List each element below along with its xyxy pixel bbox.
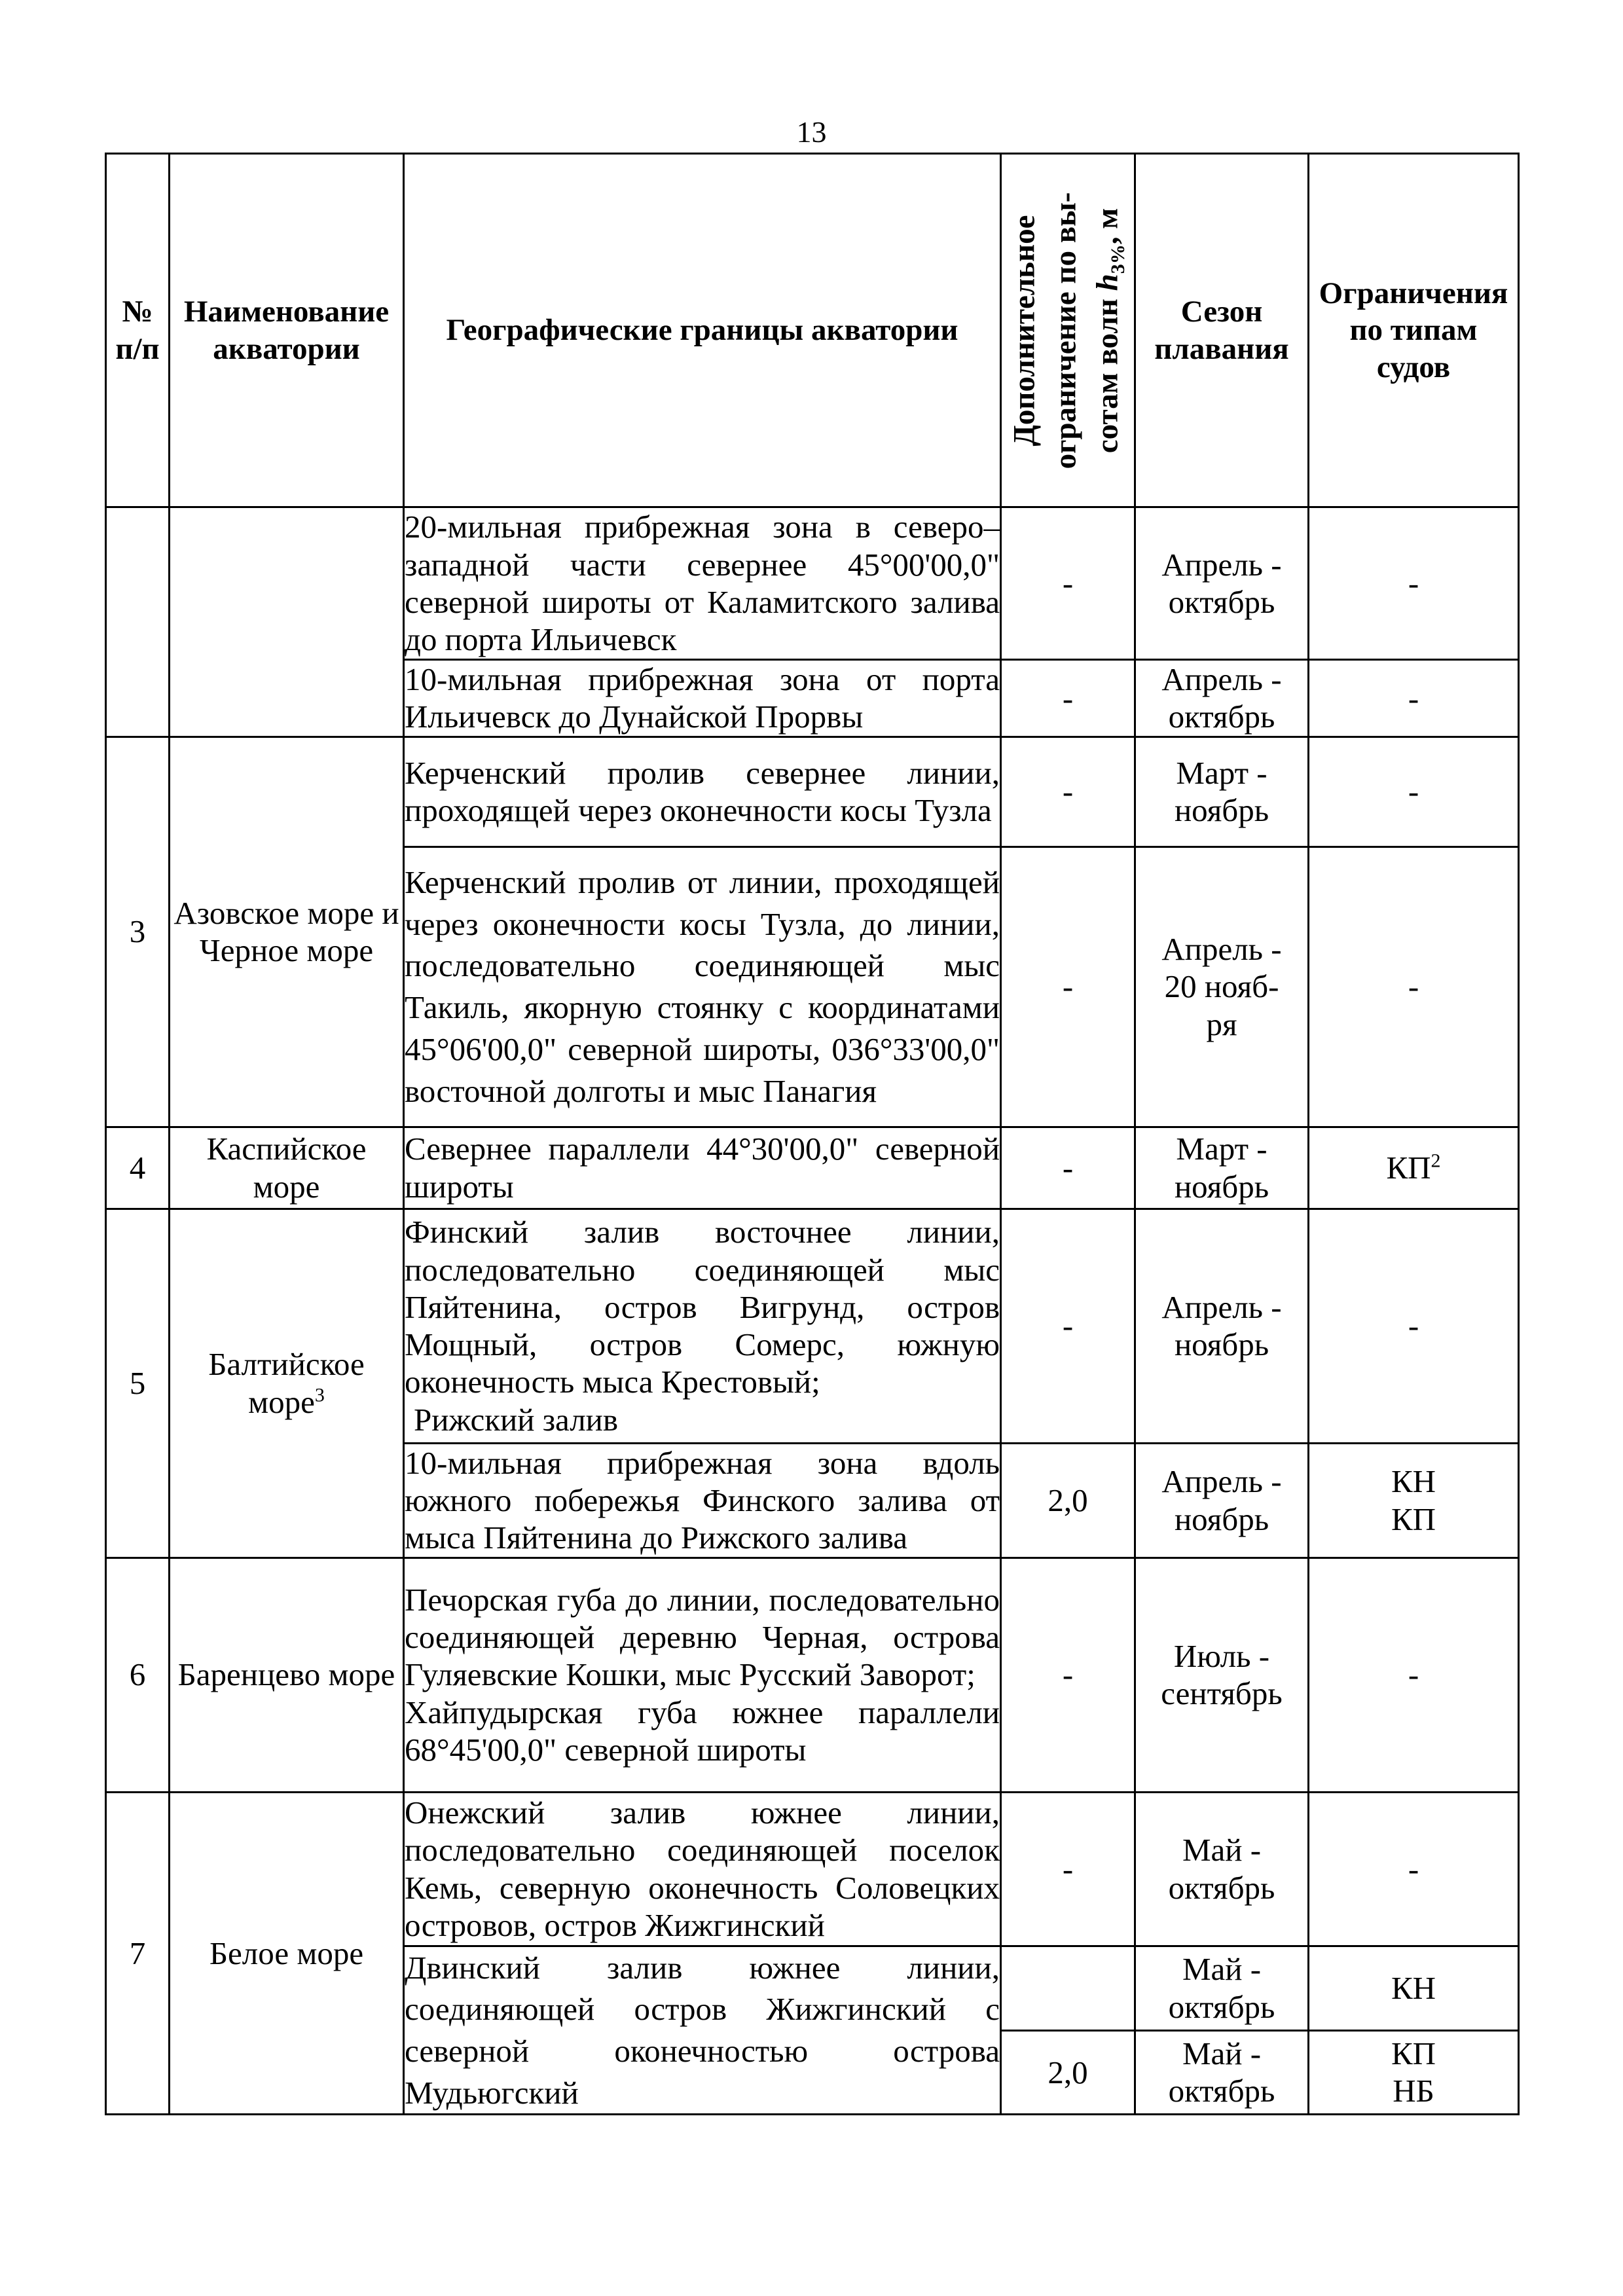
water-areas-table [105, 153, 1520, 2115]
season-cell: Апрель - ноябрь [1135, 1209, 1309, 1443]
ship-types-cell: $КП^2$ [1309, 1127, 1519, 1209]
bounds-cell [404, 1558, 1001, 1792]
extra-limit-cell: - [1001, 1209, 1135, 1443]
table-header-row [106, 154, 1519, 507]
extra-limit-cell: - [1001, 660, 1135, 737]
season-cell: Июль - сентябрь [1135, 1558, 1309, 1792]
row-num-empty [106, 507, 170, 737]
bounds-cell: 10-мильная прибрежная зона от порта Ильичевск до Дунайской Прорвы [404, 660, 1001, 737]
ship-types-cell: - [1309, 507, 1519, 660]
bounds-text-2: Рижский залив [414, 1401, 619, 1438]
extra-limit-cell: - [1001, 737, 1135, 847]
bounds-cell [404, 1209, 1001, 1443]
table-row [106, 507, 1519, 660]
header-num: № п/п [106, 154, 170, 507]
bounds-cell: 10-мильная прибрежная зона вдоль южного побережья Финского залива от мыса Пяйтенина до Рижского залива [404, 1443, 1001, 1558]
bounds-text-2: Хайпудырская губа южнее параллели 68°45'00,0" северной широты [405, 1694, 1000, 1768]
table-row [106, 737, 1519, 847]
ship-types-cell: КП НБ [1309, 2030, 1519, 2115]
season-cell: Апрель - октябрь [1135, 507, 1309, 660]
season-cell: Март - ноябрь [1135, 1127, 1309, 1209]
bounds-text: Печорская губа до линии, последовательно соединяющей деревню Черная, острова Гуляевские Кошки, мыс Русский Заворот; [405, 1581, 1000, 1693]
table-row [106, 1792, 1519, 1946]
area-name: Балтийское море$^3$ [170, 1209, 404, 1558]
season-cell: Апрель - ноябрь [1135, 1443, 1309, 1558]
area-name: Азовское море и Черное море [170, 737, 404, 1127]
area-name: Баренцево море [170, 1558, 404, 1792]
header-extra-limit: Дополнительное ограничение по вы-сотам волн $h_{3\%}$, м [1001, 154, 1135, 507]
bounds-cell: Онежский залив южнее линии, последовательно соединяющей поселок Кемь, северную оконечность Соловецких островов, остров Жижгинский [404, 1792, 1001, 1946]
ship-types-cell: - [1309, 1209, 1519, 1443]
bounds-cell: 20-мильная прибрежная зона в северо–западной части севернее 45°00'00,0" северной широты от Каламитского залива до порта Ильичевск [404, 507, 1001, 660]
extra-limit-cell: - [1001, 507, 1135, 660]
season-cell: Март - ноябрь [1135, 737, 1309, 847]
row-num: 4 [106, 1127, 170, 1209]
ship-types-cell: - [1309, 1792, 1519, 1946]
ship-types-cell: - [1309, 737, 1519, 847]
header-area-name: Наименование акватории [170, 154, 404, 507]
row-num: 5 [106, 1209, 170, 1558]
bounds-cell: Севернее параллели 44°30'00,0" северной широты [404, 1127, 1001, 1209]
ship-types-cell: - [1309, 660, 1519, 737]
ship-types-cell: - [1309, 847, 1519, 1127]
ship-types-cell: КН КП [1309, 1443, 1519, 1558]
season-cell: Май - октябрь [1135, 2030, 1309, 2115]
row-num: 6 [106, 1558, 170, 1792]
bounds-cell: Керченский пролив севернее линии, проходящей через оконечности косы Тузла [404, 737, 1001, 847]
bounds-text: Финский залив восточнее линии, последовательно соединяющей мыс Пяйтенина, остров Вигрунд, остров Мощный, остров Сомерс, южную оконечность мыса Крестовый; [405, 1214, 1000, 1400]
ship-types-cell: КН [1309, 1946, 1519, 2030]
bounds-cell: Двинский залив южнее линии, соединяющей остров Жижгинский с северной оконечностью острова Мудьюгский [404, 1946, 1001, 2115]
extra-limit-cell: - [1001, 847, 1135, 1127]
row-num: 7 [106, 1792, 170, 2115]
header-ship-types: Ограничения по типам судов [1309, 154, 1519, 507]
table-row [106, 1127, 1519, 1209]
header-season: Сезон плавания [1135, 154, 1309, 507]
header-geographic-bounds: Географические границы акватории [404, 154, 1001, 507]
page-number: 13 [796, 115, 827, 149]
table-row [106, 1209, 1519, 1443]
bounds-cell: Керченский пролив от линии, проходящей через оконечности косы Тузла, до линии, последовательно соединяющей мыс Такиль, якорную стоянку с координатами 45°06'00,0" северной широты, 036°33'00,0" восточной долготы и мыс Панагия [404, 847, 1001, 1127]
extra-limit-cell: 2,0 [1001, 2030, 1135, 2115]
season-cell: Май - октябрь [1135, 1946, 1309, 2030]
table-row [106, 1558, 1519, 1792]
ship-types-cell: - [1309, 1558, 1519, 1792]
row-name-empty [170, 507, 404, 737]
area-name: Каспийское море [170, 1127, 404, 1209]
season-cell: Апрель - 20 нояб- ря [1135, 847, 1309, 1127]
extra-limit-cell [1001, 1946, 1135, 2030]
extra-limit-cell: 2,0 [1001, 1443, 1135, 1558]
extra-limit-cell: - [1001, 1127, 1135, 1209]
extra-limit-cell: - [1001, 1558, 1135, 1792]
season-cell: Апрель - октябрь [1135, 660, 1309, 737]
row-num: 3 [106, 737, 170, 1127]
extra-limit-cell: - [1001, 1792, 1135, 1946]
season-cell: Май - октябрь [1135, 1792, 1309, 1946]
area-name: Белое море [170, 1792, 404, 2115]
